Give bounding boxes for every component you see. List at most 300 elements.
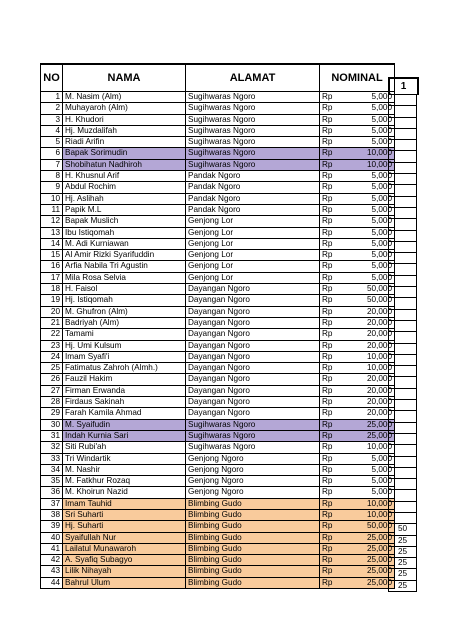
row-extra-value: 50	[389, 524, 417, 535]
table-row	[41, 351, 395, 362]
row-alamat: Pandak Ngoro	[186, 193, 320, 204]
row-nama: Siti Rubi'ah	[63, 442, 186, 453]
row-extra-value	[389, 388, 417, 399]
row-nama: Imam Syafi'i	[63, 351, 186, 362]
row-alamat: Dayangan Ngoro	[186, 306, 320, 317]
table-row	[41, 464, 395, 475]
row-currency: Rp	[320, 374, 366, 385]
row-currency: Rp	[320, 148, 366, 159]
table-row	[41, 261, 395, 272]
extra-row	[389, 128, 417, 139]
extra-row	[389, 377, 417, 388]
row-nominal: 5,000	[365, 92, 395, 103]
row-currency: Rp	[320, 317, 366, 328]
table-row	[41, 272, 395, 283]
row-nama: Shobihatun Nadhiroh	[63, 159, 186, 170]
row-extra-value: 25	[389, 546, 417, 557]
extra-row	[389, 162, 417, 173]
row-nama: Hj. Umi Kulsum	[63, 340, 186, 351]
row-no: 32	[41, 442, 63, 453]
row-nominal: 10,000	[365, 509, 395, 520]
extra-row	[389, 479, 417, 490]
table-row	[41, 103, 395, 114]
table-row	[41, 295, 395, 306]
row-nominal: 50,000	[365, 295, 395, 306]
extra-row	[389, 287, 417, 298]
extra-row	[389, 388, 417, 399]
row-nama: M. Syaifudin	[63, 419, 186, 430]
row-currency: Rp	[320, 442, 366, 453]
table-row	[41, 284, 395, 295]
header-alamat: ALAMAT	[186, 64, 320, 92]
row-extra-value	[389, 241, 417, 252]
row-no: 22	[41, 329, 63, 340]
row-no: 28	[41, 397, 63, 408]
row-nominal: 25,000	[365, 555, 395, 566]
row-extra-value	[389, 309, 417, 320]
extra-row	[389, 230, 417, 241]
row-alamat: Genjong Lor	[186, 238, 320, 249]
row-nominal: 5,000	[365, 204, 395, 215]
row-nominal: 25,000	[365, 532, 395, 543]
table-row	[41, 92, 395, 103]
extra-row	[389, 411, 417, 422]
row-alamat: Sugihwaras Ngoro	[186, 148, 320, 159]
row-nominal: 20,000	[365, 306, 395, 317]
row-nama: Fatimatus Zahroh (Almh.)	[63, 363, 186, 374]
row-extra-value	[389, 479, 417, 490]
row-nama: Badriyah (Alm)	[63, 317, 186, 328]
row-nama: Papik M.L	[63, 204, 186, 215]
row-extra-value	[389, 185, 417, 196]
row-nominal: 10,000	[365, 363, 395, 374]
row-extra-value: 25	[389, 535, 417, 546]
row-extra-value	[389, 117, 417, 128]
row-currency: Rp	[320, 566, 366, 577]
header-no: NO	[41, 64, 63, 92]
extra-row	[389, 400, 417, 411]
row-currency: Rp	[320, 577, 366, 588]
row-nominal: 5,000	[365, 476, 395, 487]
row-nama: H. Faisol	[63, 284, 186, 295]
table-row	[41, 419, 395, 430]
row-extra-value	[389, 298, 417, 309]
row-nominal: 20,000	[365, 329, 395, 340]
row-nama: M. Nasim (Alm)	[63, 92, 186, 103]
row-nominal: 20,000	[365, 385, 395, 396]
row-no: 3	[41, 114, 63, 125]
row-currency: Rp	[320, 340, 366, 351]
row-extra-value	[389, 377, 417, 388]
row-nama: Firdaus Sakinah	[63, 397, 186, 408]
table-row	[41, 509, 395, 520]
row-extra-value	[389, 287, 417, 298]
row-alamat: Sugihwaras Ngoro	[186, 137, 320, 148]
table-row	[41, 532, 395, 543]
row-alamat: Dayangan Ngoro	[186, 397, 320, 408]
row-nominal: 5,000	[365, 193, 395, 204]
row-nama: A. Syafiq Subagyo	[63, 555, 186, 566]
row-nominal: 20,000	[365, 397, 395, 408]
row-nominal: 5,000	[365, 261, 395, 272]
table-header-row	[41, 64, 395, 92]
row-alamat: Blimbing Gudo	[186, 577, 320, 588]
row-alamat: Blimbing Gudo	[186, 521, 320, 532]
row-extra-value	[389, 106, 417, 117]
table-row	[41, 385, 395, 396]
row-nama: Mila Rosa Selvia	[63, 272, 186, 283]
row-currency: Rp	[320, 182, 366, 193]
row-no: 31	[41, 430, 63, 441]
extra-row	[389, 309, 417, 320]
row-alamat: Genjong Ngoro	[186, 464, 320, 475]
row-alamat: Pandak Ngoro	[186, 204, 320, 215]
table-row	[41, 306, 395, 317]
row-nominal: 10,000	[365, 351, 395, 362]
row-nama: Imam Tauhid	[63, 498, 186, 509]
extra-row	[389, 490, 417, 501]
row-no: 4	[41, 125, 63, 136]
row-nominal: 5,000	[365, 272, 395, 283]
extra-row	[389, 219, 417, 230]
table-row	[41, 159, 395, 170]
row-extra-value	[389, 253, 417, 264]
table-row	[41, 182, 395, 193]
row-no: 17	[41, 272, 63, 283]
row-currency: Rp	[320, 521, 366, 532]
row-currency: Rp	[320, 419, 366, 430]
table-row	[41, 238, 395, 249]
row-no: 25	[41, 363, 63, 374]
row-currency: Rp	[320, 204, 366, 215]
row-alamat: Dayangan Ngoro	[186, 374, 320, 385]
row-currency: Rp	[320, 543, 366, 554]
extra-row	[389, 445, 417, 456]
extra-row	[389, 467, 417, 478]
row-currency: Rp	[320, 114, 366, 125]
table-row	[41, 329, 395, 340]
row-currency: Rp	[320, 397, 366, 408]
row-nama: Hj. Suharti	[63, 521, 186, 532]
row-nama: Al Amir Rizki Syarifuddin	[63, 250, 186, 261]
row-nominal: 10,000	[365, 442, 395, 453]
row-currency: Rp	[320, 295, 366, 306]
row-nominal: 20,000	[365, 340, 395, 351]
row-extra-value	[389, 196, 417, 207]
row-alamat: Blimbing Gudo	[186, 532, 320, 543]
row-nama: Hj. Istiqomah	[63, 295, 186, 306]
extra-row	[389, 298, 417, 309]
row-extra-value	[389, 162, 417, 173]
table-row	[41, 363, 395, 374]
row-currency: Rp	[320, 284, 366, 295]
row-alamat: Sugihwaras Ngoro	[186, 442, 320, 453]
row-currency: Rp	[320, 103, 366, 114]
extra-row	[389, 456, 417, 467]
row-nama: H. Khusnul Arif	[63, 171, 186, 182]
row-no: 1	[41, 92, 63, 103]
row-no: 42	[41, 555, 63, 566]
row-nama: Bahrul Ulum	[63, 577, 186, 588]
row-nominal: 5,000	[365, 487, 395, 498]
header-nominal: NOMINAL	[320, 64, 395, 92]
row-nominal: 5,000	[365, 114, 395, 125]
row-alamat: Dayangan Ngoro	[186, 351, 320, 362]
row-no: 41	[41, 543, 63, 554]
row-alamat: Dayangan Ngoro	[186, 363, 320, 374]
row-currency: Rp	[320, 272, 366, 283]
extra-row	[389, 580, 417, 591]
row-alamat: Dayangan Ngoro	[186, 408, 320, 419]
extra-row	[389, 151, 417, 162]
row-currency: Rp	[320, 329, 366, 340]
row-nama: Fauzil Hakim	[63, 374, 186, 385]
table-row	[41, 317, 395, 328]
row-currency: Rp	[320, 193, 366, 204]
row-alamat: Blimbing Gudo	[186, 566, 320, 577]
extra-row	[389, 140, 417, 151]
row-no: 30	[41, 419, 63, 430]
header-nama: NAMA	[63, 64, 186, 92]
row-nama: Abdul Rochim	[63, 182, 186, 193]
row-no: 26	[41, 374, 63, 385]
extra-row	[389, 241, 417, 252]
row-no: 23	[41, 340, 63, 351]
row-no: 44	[41, 577, 63, 588]
row-extra-value	[389, 445, 417, 456]
table-row	[41, 227, 395, 238]
table-row	[41, 430, 395, 441]
row-nominal: 5,000	[365, 453, 395, 464]
row-no: 37	[41, 498, 63, 509]
row-nominal: 5,000	[365, 238, 395, 249]
table-row	[41, 171, 395, 182]
row-nama: Arfia Nabila Tri Agustin	[63, 261, 186, 272]
row-extra-value	[389, 343, 417, 354]
table-row	[41, 487, 395, 498]
row-currency: Rp	[320, 487, 366, 498]
row-extra-value	[389, 366, 417, 377]
extra-row	[389, 174, 417, 185]
row-no: 8	[41, 171, 63, 182]
row-nama: Lailatul Munawaroh	[63, 543, 186, 554]
header-extra-column: 1	[388, 77, 419, 95]
row-currency: Rp	[320, 509, 366, 520]
row-extra-value	[389, 230, 417, 241]
row-nominal: 10,000	[365, 498, 395, 509]
extra-row	[389, 501, 417, 512]
row-no: 27	[41, 385, 63, 396]
row-alamat: Genjong Lor	[186, 216, 320, 227]
table-row	[41, 250, 395, 261]
extra-row	[389, 332, 417, 343]
row-currency: Rp	[320, 137, 366, 148]
table-row	[41, 340, 395, 351]
row-extra-value	[389, 151, 417, 162]
row-extra-value	[389, 456, 417, 467]
row-extra-value: 25	[389, 569, 417, 580]
row-no: 15	[41, 250, 63, 261]
row-nominal: 5,000	[365, 250, 395, 261]
extra-row	[389, 558, 417, 569]
row-nama: Tamami	[63, 329, 186, 340]
table-row	[41, 566, 395, 577]
row-extra-value	[389, 332, 417, 343]
extra-row	[389, 185, 417, 196]
row-no: 5	[41, 137, 63, 148]
row-nominal: 50,000	[365, 284, 395, 295]
row-alamat: Dayangan Ngoro	[186, 385, 320, 396]
extra-row	[389, 343, 417, 354]
row-currency: Rp	[320, 464, 366, 475]
extra-row	[389, 512, 417, 523]
row-extra-value	[389, 354, 417, 365]
row-currency: Rp	[320, 159, 366, 170]
table-row	[41, 521, 395, 532]
row-alamat: Genjong Lor	[186, 272, 320, 283]
extra-row	[389, 320, 417, 331]
table-row	[41, 577, 395, 588]
row-alamat: Pandak Ngoro	[186, 182, 320, 193]
row-extra-value	[389, 95, 417, 106]
row-nominal: 5,000	[365, 171, 395, 182]
row-alamat: Genjong Lor	[186, 250, 320, 261]
row-currency: Rp	[320, 250, 366, 261]
row-alamat: Blimbing Gudo	[186, 498, 320, 509]
row-currency: Rp	[320, 227, 366, 238]
extra-row	[389, 196, 417, 207]
table-row	[41, 476, 395, 487]
row-nama: H. Khudori	[63, 114, 186, 125]
row-alamat: Blimbing Gudo	[186, 509, 320, 520]
row-currency: Rp	[320, 453, 366, 464]
row-no: 21	[41, 317, 63, 328]
table-row	[41, 193, 395, 204]
table-row	[41, 125, 395, 136]
row-nominal: 25,000	[365, 430, 395, 441]
table-row	[41, 453, 395, 464]
row-currency: Rp	[320, 238, 366, 249]
row-nominal: 25,000	[365, 566, 395, 577]
extra-row	[389, 546, 417, 557]
row-alamat: Sugihwaras Ngoro	[186, 103, 320, 114]
row-alamat: Sugihwaras Ngoro	[186, 125, 320, 136]
row-currency: Rp	[320, 216, 366, 227]
row-nominal: 25,000	[365, 543, 395, 554]
row-extra-value	[389, 490, 417, 501]
extra-row	[389, 569, 417, 580]
row-nominal: 20,000	[365, 374, 395, 385]
row-extra-value	[389, 411, 417, 422]
row-currency: Rp	[320, 498, 366, 509]
row-nama: Syaifullah Nur	[63, 532, 186, 543]
row-nominal: 50,000	[365, 521, 395, 532]
row-no: 33	[41, 453, 63, 464]
extra-row	[389, 117, 417, 128]
table-row	[41, 216, 395, 227]
extra-row	[389, 264, 417, 275]
table-row	[41, 543, 395, 554]
row-currency: Rp	[320, 532, 366, 543]
extra-row	[389, 95, 417, 106]
row-extra-value	[389, 433, 417, 444]
row-nominal: 20,000	[365, 317, 395, 328]
row-nama: Tri Windartik	[63, 453, 186, 464]
row-currency: Rp	[320, 306, 366, 317]
extra-row	[389, 422, 417, 433]
row-currency: Rp	[320, 430, 366, 441]
row-alamat: Blimbing Gudo	[186, 555, 320, 566]
row-alamat: Dayangan Ngoro	[186, 317, 320, 328]
row-nama: Lilik Nihayah	[63, 566, 186, 577]
row-nominal: 10,000	[365, 159, 395, 170]
row-no: 43	[41, 566, 63, 577]
row-alamat: Genjong Lor	[186, 261, 320, 272]
row-nominal: 5,000	[365, 182, 395, 193]
row-nominal: 25,000	[365, 419, 395, 430]
row-extra-value	[389, 320, 417, 331]
row-nama: Farah Kamila Ahmad	[63, 408, 186, 419]
row-no: 35	[41, 476, 63, 487]
row-alamat: Genjong Ngoro	[186, 453, 320, 464]
table-row	[41, 374, 395, 385]
row-no: 11	[41, 204, 63, 215]
row-nama: Ibu Istiqomah	[63, 227, 186, 238]
row-no: 12	[41, 216, 63, 227]
row-nominal: 5,000	[365, 103, 395, 114]
row-no: 18	[41, 284, 63, 295]
row-extra-value	[389, 467, 417, 478]
row-no: 29	[41, 408, 63, 419]
donor-table	[40, 63, 395, 589]
extra-row	[389, 106, 417, 117]
row-nominal: 5,000	[365, 216, 395, 227]
row-nama: M. Ghufron (Alm)	[63, 306, 186, 317]
row-no: 10	[41, 193, 63, 204]
row-currency: Rp	[320, 555, 366, 566]
extra-row	[389, 524, 417, 535]
row-currency: Rp	[320, 261, 366, 272]
extra-row	[389, 433, 417, 444]
row-nominal: 5,000	[365, 464, 395, 475]
table-row	[41, 442, 395, 453]
extra-row	[389, 207, 417, 218]
row-no: 36	[41, 487, 63, 498]
extra-row	[389, 275, 417, 286]
row-no: 34	[41, 464, 63, 475]
row-no: 13	[41, 227, 63, 238]
row-extra-value	[389, 174, 417, 185]
row-extra-value	[389, 264, 417, 275]
row-alamat: Genjong Lor	[186, 227, 320, 238]
row-extra-value	[389, 422, 417, 433]
row-nominal: 5,000	[365, 137, 395, 148]
row-alamat: Sugihwaras Ngoro	[186, 159, 320, 170]
row-nominal: 5,000	[365, 125, 395, 136]
row-extra-value	[389, 501, 417, 512]
row-currency: Rp	[320, 125, 366, 136]
row-alamat: Sugihwaras Ngoro	[186, 92, 320, 103]
row-extra-value: 25	[389, 558, 417, 569]
row-nama: Muhayaroh (Alm)	[63, 103, 186, 114]
row-nama: Indah Kurnia Sari	[63, 430, 186, 441]
row-nominal: 10,000	[365, 148, 395, 159]
table-row	[41, 204, 395, 215]
table-row	[41, 555, 395, 566]
row-no: 20	[41, 306, 63, 317]
row-currency: Rp	[320, 171, 366, 182]
row-currency: Rp	[320, 351, 366, 362]
